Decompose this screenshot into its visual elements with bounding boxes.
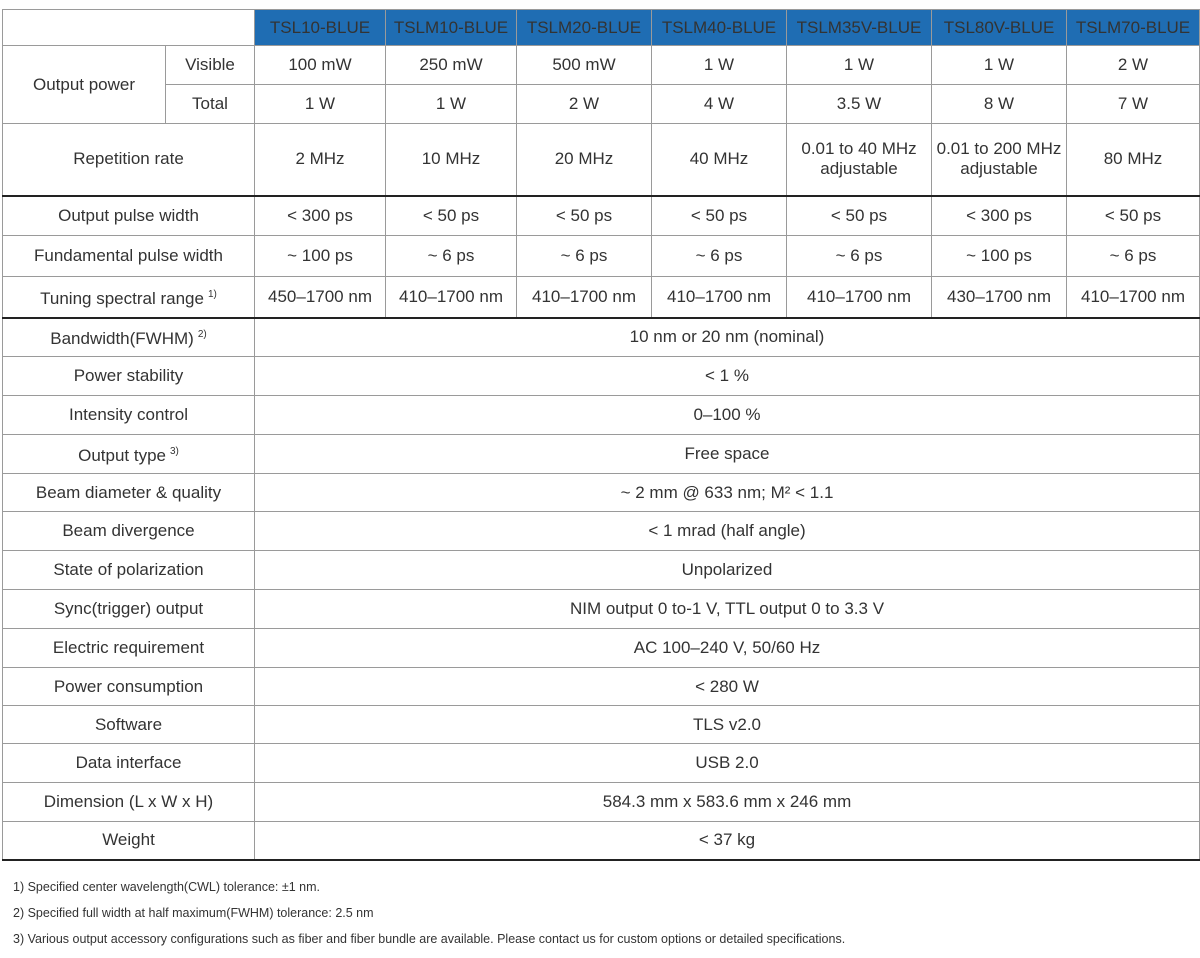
merged-value-cell: < 1 mrad (half angle)	[255, 512, 1200, 551]
row-label-text: Power consumption	[53, 676, 204, 696]
footnote: 3) Various output accessory configurations such as fiber and fiber bundle are available. Please contact us for custom options or detailed specifications.	[13, 932, 846, 946]
table-cell: 500 mW	[517, 46, 652, 85]
table-cell: 410–1700 nm	[652, 277, 787, 318]
model-header: TSLM35V-BLUE	[787, 10, 932, 46]
table-cell: < 50 ps	[386, 196, 517, 236]
table-row	[3, 668, 1200, 706]
cell-line: 80 MHz	[1103, 149, 1163, 169]
row-label	[3, 629, 255, 668]
table-cell: < 50 ps	[652, 196, 787, 236]
table-row	[3, 396, 1200, 435]
row-label	[3, 551, 255, 590]
common-rows	[3, 318, 1200, 860]
table-cell: < 300 ps	[932, 196, 1067, 236]
total-sublabel: Total	[166, 85, 255, 124]
table-cell	[517, 124, 652, 196]
row-label	[3, 590, 255, 629]
table-row	[3, 783, 1200, 822]
table-row	[3, 236, 1200, 277]
merged-value-cell: Unpolarized	[255, 551, 1200, 590]
merged-value-cell: 584.3 mm x 583.6 mm x 246 mm	[255, 783, 1200, 822]
row-label-text: Power stability	[73, 366, 184, 385]
cell-line: 40 MHz	[689, 149, 749, 169]
row-label-text: Dimension (L x W x H)	[43, 792, 214, 811]
output-power-visible-row	[3, 46, 1200, 85]
merged-value-cell: AC 100–240 V, 50/60 Hz	[255, 629, 1200, 668]
table-cell	[652, 124, 787, 196]
table-row	[3, 706, 1200, 744]
table-cell: 7 W	[1067, 85, 1200, 124]
merged-value-cell: 10 nm or 20 nm (nominal)	[255, 318, 1200, 357]
row-label-text: Output pulse width	[58, 205, 199, 225]
table-cell: < 50 ps	[1067, 196, 1200, 236]
row-label	[3, 318, 255, 357]
cell-line: 0.01 to 200 MHz	[936, 139, 1062, 159]
table-cell	[255, 124, 386, 196]
table-row	[3, 590, 1200, 629]
table-cell: 8 W	[932, 85, 1067, 124]
table-cell: 410–1700 nm	[517, 277, 652, 318]
visible-sublabel: Visible	[166, 46, 255, 85]
merged-value-cell: USB 2.0	[255, 744, 1200, 783]
table-cell: 410–1700 nm	[386, 277, 517, 318]
table-cell: 410–1700 nm	[1067, 277, 1200, 318]
table-row	[3, 629, 1200, 668]
merged-value-cell: < 280 W	[255, 668, 1200, 706]
table-row	[3, 318, 1200, 357]
model-header-row	[3, 10, 1200, 46]
table-cell: ~ 6 ps	[787, 236, 932, 277]
footnote-marker: 1)	[207, 288, 217, 300]
repetition-rate-row	[3, 124, 1200, 196]
model-header: TSLM70-BLUE	[1067, 10, 1200, 46]
row-label	[3, 474, 255, 512]
cell-line: adjustable	[960, 159, 1038, 179]
table-row	[3, 551, 1200, 590]
repetition-rate-label: Repetition rate	[3, 124, 255, 196]
table-cell: ~ 6 ps	[1067, 236, 1200, 277]
table-cell: 3.5 W	[787, 85, 932, 124]
row-label-text: Sync(trigger) output	[53, 599, 204, 618]
table-cell: 410–1700 nm	[787, 277, 932, 318]
spec-table	[2, 9, 1200, 861]
table-cell: ~ 100 ps	[932, 236, 1067, 277]
row-label-text: Beam diameter & quality	[35, 482, 222, 502]
merged-value-cell: TLS v2.0	[255, 706, 1200, 744]
table-cell: 100 mW	[255, 46, 386, 85]
table-cell: < 300 ps	[255, 196, 386, 236]
table-row	[3, 474, 1200, 512]
table-row	[3, 277, 1200, 318]
merged-value-cell: ~ 2 mm @ 633 nm; M² < 1.1	[255, 474, 1200, 512]
merged-value-cell: NIM output 0 to-1 V, TTL output 0 to 3.3 V	[255, 590, 1200, 629]
footnote: 1) Specified center wavelength(CWL) tolerance: ±1 nm.	[13, 880, 321, 894]
row-label	[3, 196, 255, 236]
row-label-text: Data interface	[75, 753, 182, 772]
table-cell	[386, 124, 517, 196]
table-cell: ~ 100 ps	[255, 236, 386, 277]
model-header: TSL10-BLUE	[255, 10, 386, 46]
table-cell: 430–1700 nm	[932, 277, 1067, 318]
table-cell: ~ 6 ps	[517, 236, 652, 277]
cell-line: 20 MHz	[554, 149, 614, 169]
model-header: TSL80V-BLUE	[932, 10, 1067, 46]
row-label-text: Bandwidth(FWHM)	[50, 329, 194, 349]
row-label	[3, 277, 255, 318]
row-label	[3, 668, 255, 706]
header-corner	[3, 10, 255, 46]
table-cell: ~ 6 ps	[386, 236, 517, 277]
row-label-text: Software	[94, 714, 163, 734]
table-cell	[787, 124, 932, 196]
row-label	[3, 396, 255, 435]
table-cell	[1067, 124, 1200, 196]
row-label-text: Output type	[78, 446, 166, 465]
row-label-text: State of polarization	[53, 560, 204, 579]
row-label-text: Fundamental pulse width	[33, 246, 223, 265]
table-row	[3, 822, 1200, 860]
table-cell: 450–1700 nm	[255, 277, 386, 318]
output-power-label: Output power	[3, 46, 166, 124]
table-cell: 4 W	[652, 85, 787, 124]
table-cell: 2 W	[517, 85, 652, 124]
model-header: TSLM10-BLUE	[386, 10, 517, 46]
footnote-marker: 3)	[169, 446, 179, 457]
footnote-marker: 2)	[197, 329, 207, 341]
merged-value-cell: Free space	[255, 435, 1200, 474]
per-model-rows	[3, 196, 1200, 318]
footnotes	[13, 874, 845, 952]
table-cell: < 50 ps	[517, 196, 652, 236]
row-label	[3, 822, 255, 860]
cell-line: 2 MHz	[295, 149, 345, 169]
row-label-text: Intensity control	[68, 405, 189, 424]
row-label	[3, 236, 255, 277]
table-cell	[932, 124, 1067, 196]
cell-line: 0.01 to 40 MHz	[801, 139, 917, 159]
table-cell: 1 W	[255, 85, 386, 124]
merged-value-cell: 0–100 %	[255, 396, 1200, 435]
output-power-total-row	[3, 85, 1200, 124]
row-label	[3, 706, 255, 744]
row-label	[3, 783, 255, 822]
row-label-text: Electric requirement	[52, 638, 205, 657]
table-row	[3, 196, 1200, 236]
table-cell: ~ 6 ps	[652, 236, 787, 277]
table-row	[3, 357, 1200, 396]
row-label	[3, 357, 255, 396]
row-label	[3, 512, 255, 551]
footnote: 2) Specified full width at half maximum(FWHM) tolerance: 2.5 nm	[13, 906, 374, 920]
table-cell: 1 W	[932, 46, 1067, 85]
table-row	[3, 744, 1200, 783]
merged-value-cell: < 37 kg	[255, 822, 1200, 860]
table-cell: 2 W	[1067, 46, 1200, 85]
row-label-text: Beam divergence	[62, 521, 195, 540]
row-label-text: Weight	[102, 830, 155, 850]
merged-value-cell: < 1 %	[255, 357, 1200, 396]
model-header: TSLM20-BLUE	[517, 10, 652, 46]
table-row	[3, 512, 1200, 551]
row-label	[3, 744, 255, 783]
table-cell: 1 W	[787, 46, 932, 85]
row-label-text: Tuning spectral range	[40, 288, 204, 308]
table-cell: 250 mW	[386, 46, 517, 85]
table-row	[3, 435, 1200, 474]
model-header: TSLM40-BLUE	[652, 10, 787, 46]
cell-line: adjustable	[820, 159, 898, 179]
table-cell: 1 W	[386, 85, 517, 124]
cell-line: 10 MHz	[421, 149, 481, 169]
table-cell: 1 W	[652, 46, 787, 85]
table-cell: < 50 ps	[787, 196, 932, 236]
row-label	[3, 435, 255, 474]
